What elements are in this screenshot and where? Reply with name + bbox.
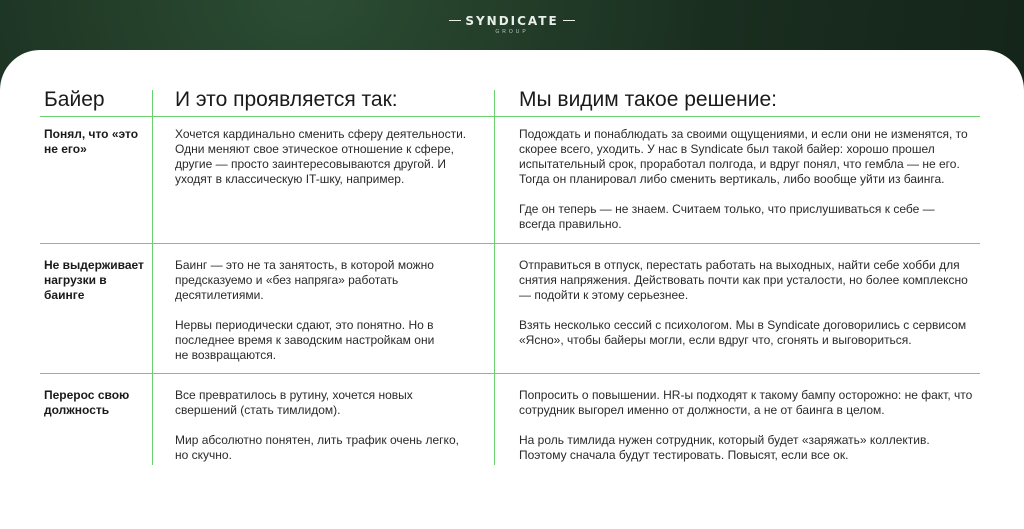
row-label-2: Не выдерживает нагрузки в баинге [44, 258, 144, 302]
row-3-solution [519, 388, 974, 463]
row-2-manifestation [175, 258, 445, 363]
column-divider-1 [152, 90, 153, 465]
logo-dash-right [563, 20, 575, 21]
header-divider [40, 116, 980, 117]
row-2-solution [519, 258, 969, 348]
header-buyer: Байер [44, 88, 105, 111]
brand-sub: GROUP [495, 28, 529, 35]
brand-name: SYNDICATE [465, 13, 559, 28]
row-1-manifestation-text: Хочется кардинально сменить сферу деятельности. Одни меняют свое этическое отношение к сфере, другие — просто заинтересовываются другой. И уходят в классическую IT-шку, например. [175, 127, 467, 186]
row-label-3: Перерос свою должность [44, 388, 130, 417]
row-1-manifestation [175, 127, 480, 187]
header-manifestation: И это проявляется так: [175, 88, 398, 111]
row-divider-2 [40, 373, 980, 374]
row-1-solution-text-2: Где он теперь — не знаем. Считаем только, что прислушиваться к себе — всегда правильно. [519, 202, 935, 231]
column-divider-2 [494, 90, 495, 465]
row-label-1: Понял, что «это не его» [44, 127, 139, 156]
row-3-manifestation-text-1: Все превратилось в рутину, хочется новых свершений (стать тимлидом). [175, 388, 413, 417]
row-3-solution-text-1: Попросить о повышении. HR-ы подходят к такому бампу осторожно: не факт, что сотрудник выгорел именно от должности, а не от баинга в целом. [519, 388, 973, 417]
row-1-solution-text-1: Подождать и понаблюдать за своими ощущениями, и если они не изменятся, то скорее всего, уходить. У нас в Syndicate был такой байер: хорошо прошел испытательный срок, проработал полгода, и вдруг понял, что гембла — не его. Тогда он планировал либо сменить вертикаль, либо вообще уйти из баинга. [519, 127, 968, 186]
logo-dash-left [449, 20, 461, 21]
row-2-solution-text-2: Взять несколько сессий с психологом. Мы в Syndicate договорились с сервисом «Ясно», чтобы байеры могли, если вдруг что, сгонять и выговориться. [519, 318, 967, 347]
row-3-manifestation [175, 388, 460, 463]
row-divider-1 [40, 243, 980, 244]
row-3-manifestation-text-2: Мир абсолютно понятен, лить трафик очень легко, но скучно. [175, 433, 459, 462]
row-1-solution [519, 127, 974, 232]
row-2-manifestation-text-1: Баинг — это не та занятость, в которой можно предсказуемо и «без напряга» работать десятилетиями. [175, 258, 434, 302]
brand-logo [449, 14, 574, 28]
row-3-solution-text-2: На роль тимлида нужен сотрудник, который будет «заряжать» коллектив. Поэтому сначала будут тестировать. Повысят, если все ок. [519, 433, 930, 462]
row-2-solution-text-1: Отправиться в отпуск, перестать работать на выходных, найти себе хобби для снятия напряжения. Действовать почти как при усталости, но более комплексно — подойти к этому серьезнее. [519, 258, 968, 302]
row-2-manifestation-text-2: Нервы периодически сдают, это понятно. Но в последнее время к заводским настройкам они не возвращаются. [175, 318, 435, 362]
header-solution: Мы видим такое решение: [519, 88, 777, 111]
